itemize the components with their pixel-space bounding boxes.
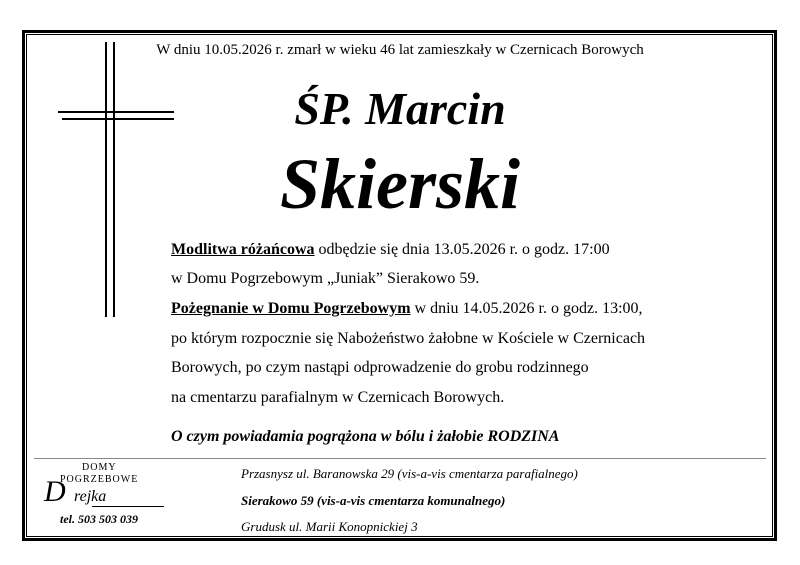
address-sierakowo: Sierakowo 59 (vis-a-vis cmentarza komunalnego)	[241, 493, 506, 508]
phone-number: tel. 503 503 039	[60, 512, 138, 526]
death-intro-text: W dniu 10.05.2026 r. zmarł w wieku 46 lat zamieszkały w Czernicach Borowych	[156, 42, 644, 58]
footer-divider	[34, 458, 766, 459]
logo-pogrzebowe: POGRZEBOWE	[60, 474, 139, 485]
address-przasnysz: Przasnysz ul. Baranowska 29 (vis-a-vis cmentarza parafialnego)	[241, 466, 578, 481]
farewell-line	[171, 300, 643, 318]
family-closing: O czym powiadamia pogrążona w bólu i żałobie RODZINA	[171, 428, 560, 445]
funeral-home-logo	[40, 462, 175, 532]
cemetery-line: na cmentarzu parafialnym w Czernicach Borowych.	[171, 389, 505, 406]
farewell-details: w dniu 14.05.2026 r. o godz. 13:00,	[410, 300, 643, 317]
logo-underline	[92, 506, 164, 507]
rosary-line	[171, 241, 610, 259]
logo-domy: DOMY	[82, 462, 117, 473]
farewell-heading: Pożegnanie w Domu Pogrzebowym	[171, 300, 411, 317]
logo-name: rejka	[74, 488, 107, 505]
rosary-heading: Modlitwa różańcowa	[171, 241, 315, 258]
address-grudusk: Grudusk ul. Marii Konopnickiej 3	[241, 519, 418, 534]
logo-initial: D	[44, 475, 66, 508]
deceased-last-name: Skierski	[279, 144, 521, 224]
rosary-details: odbędzie się dnia 13.05.2026 r. o godz. 17:00	[314, 241, 610, 258]
procession-line: Borowych, po czym nastąpi odprowadzenie do grobu rodzinnego	[171, 359, 589, 376]
mass-line: po którym rozpocznie się Nabożeństwo żałobne w Kościele w Czernicach	[171, 330, 646, 347]
deceased-first-name: ŚP. Marcin	[294, 83, 506, 134]
rosary-location: w Domu Pogrzebowym „Juniak” Sierakowo 59.	[171, 270, 480, 287]
